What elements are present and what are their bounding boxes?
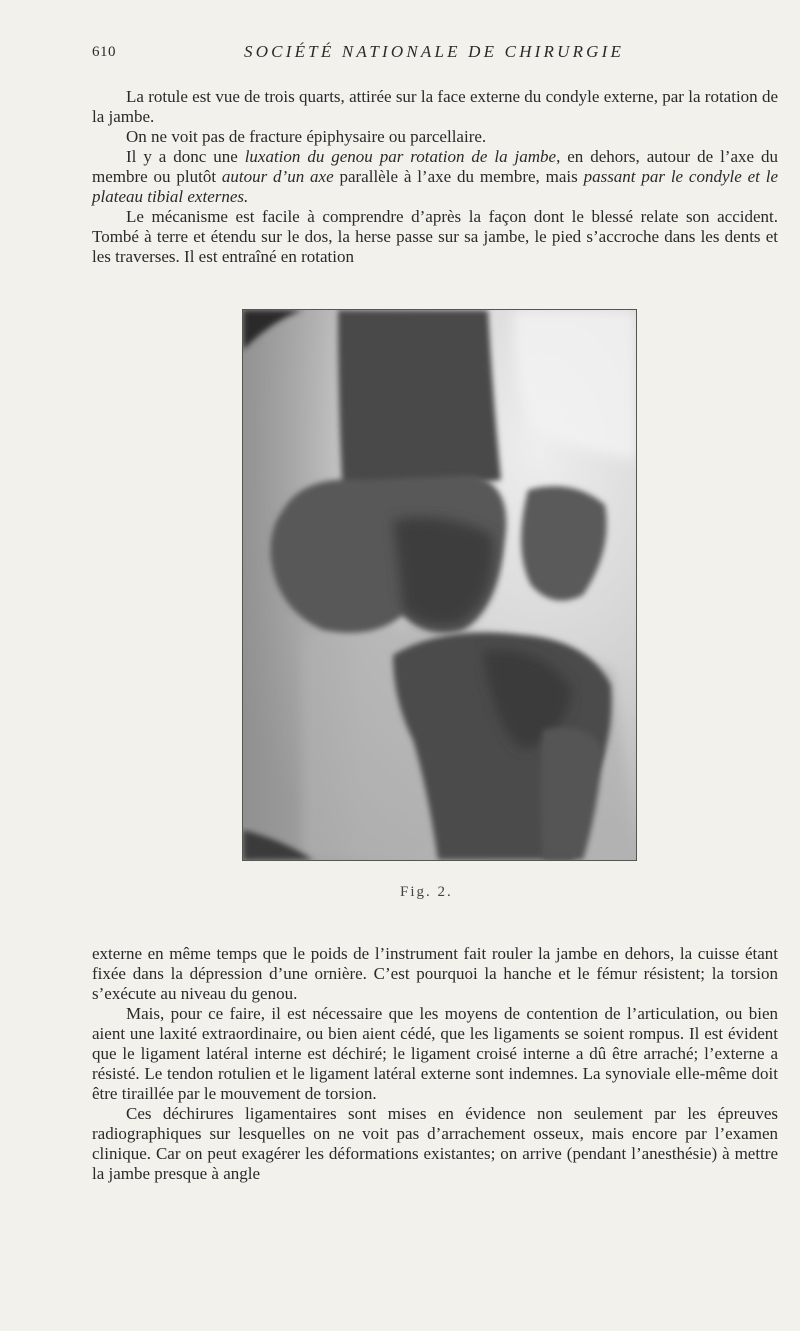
paragraph: Mais, pour ce faire, il est nécessaire que les moyens de contention de l’articulation, ou bien aient une laxité extraordinaire, ou bien aient cédé, que les ligaments se soient rompus. Il est évident que le ligament latéral interne est déchiré; le ligament croisé interne a dû être arraché; l’externe a résisté. Le tendon rotulien et le ligament latéral externe sont indemnes. La synoviale elle-même doit être tiraillée par le mouvement de torsion.	[92, 1004, 778, 1103]
body-text-top	[92, 87, 778, 267]
running-title: SOCIÉTÉ NATIONALE DE CHIRURGIE	[244, 42, 625, 61]
page-header	[92, 40, 678, 66]
paragraph: Ces déchirures ligamentaires sont mises en évidence non seulement par les épreuves radiographiques sur lesquelles on ne voit pas d’arrachement osseux, mais encore par l’examen clinique. Car on peut exagérer les déformations existantes; on arrive (pendant l’anesthésie) à mettre la jambe presque à angle	[92, 1104, 778, 1183]
paragraph	[92, 87, 778, 127]
italic-phrase: autour d’un axe	[221, 167, 334, 186]
text-run: On ne voit pas de fracture épiphysaire ou parcellaire.	[126, 127, 487, 146]
text-run: Il y a donc une	[126, 147, 245, 166]
paragraph: externe en même temps que le poids de l’instrument fait rouler la jambe en dehors, la cuisse étant fixée dans la dépression d’une ornière. C’est pourquoi la hanche et le fémur résistent; la torsion s’exécute au niveau du genou.	[92, 944, 778, 1003]
text-run: parallèle à l’axe du membre, mais	[333, 167, 584, 186]
italic-phrase: luxation du genou par rotation de la jambe	[244, 147, 557, 166]
figure-caption: Fig. 2.	[400, 884, 453, 900]
text-run: Le mécanisme est facile à comprendre d’après la façon dont le blessé relate son accident. Tombé à terre et étendu sur le dos, la herse passe sur sa jambe, le pied s’accroche dans les dents et les traverses. Il est entraîné en rotation	[92, 207, 778, 266]
knee-radiograph	[242, 309, 637, 861]
paragraph	[92, 127, 778, 147]
page-number: 610	[92, 44, 116, 60]
paragraph	[92, 147, 778, 207]
italic-phrase: passant par le condyle et le plateau tibial externes.	[92, 167, 778, 206]
text-run: La rotule est vue de trois quarts, attirée sur la face externe du condyle externe, par la rotation de la jambe.	[92, 87, 778, 126]
body-text-bottom	[92, 944, 778, 1184]
paragraph	[92, 207, 778, 267]
text-run: , en dehors, autour de l’axe du membre ou plutôt	[92, 147, 778, 186]
